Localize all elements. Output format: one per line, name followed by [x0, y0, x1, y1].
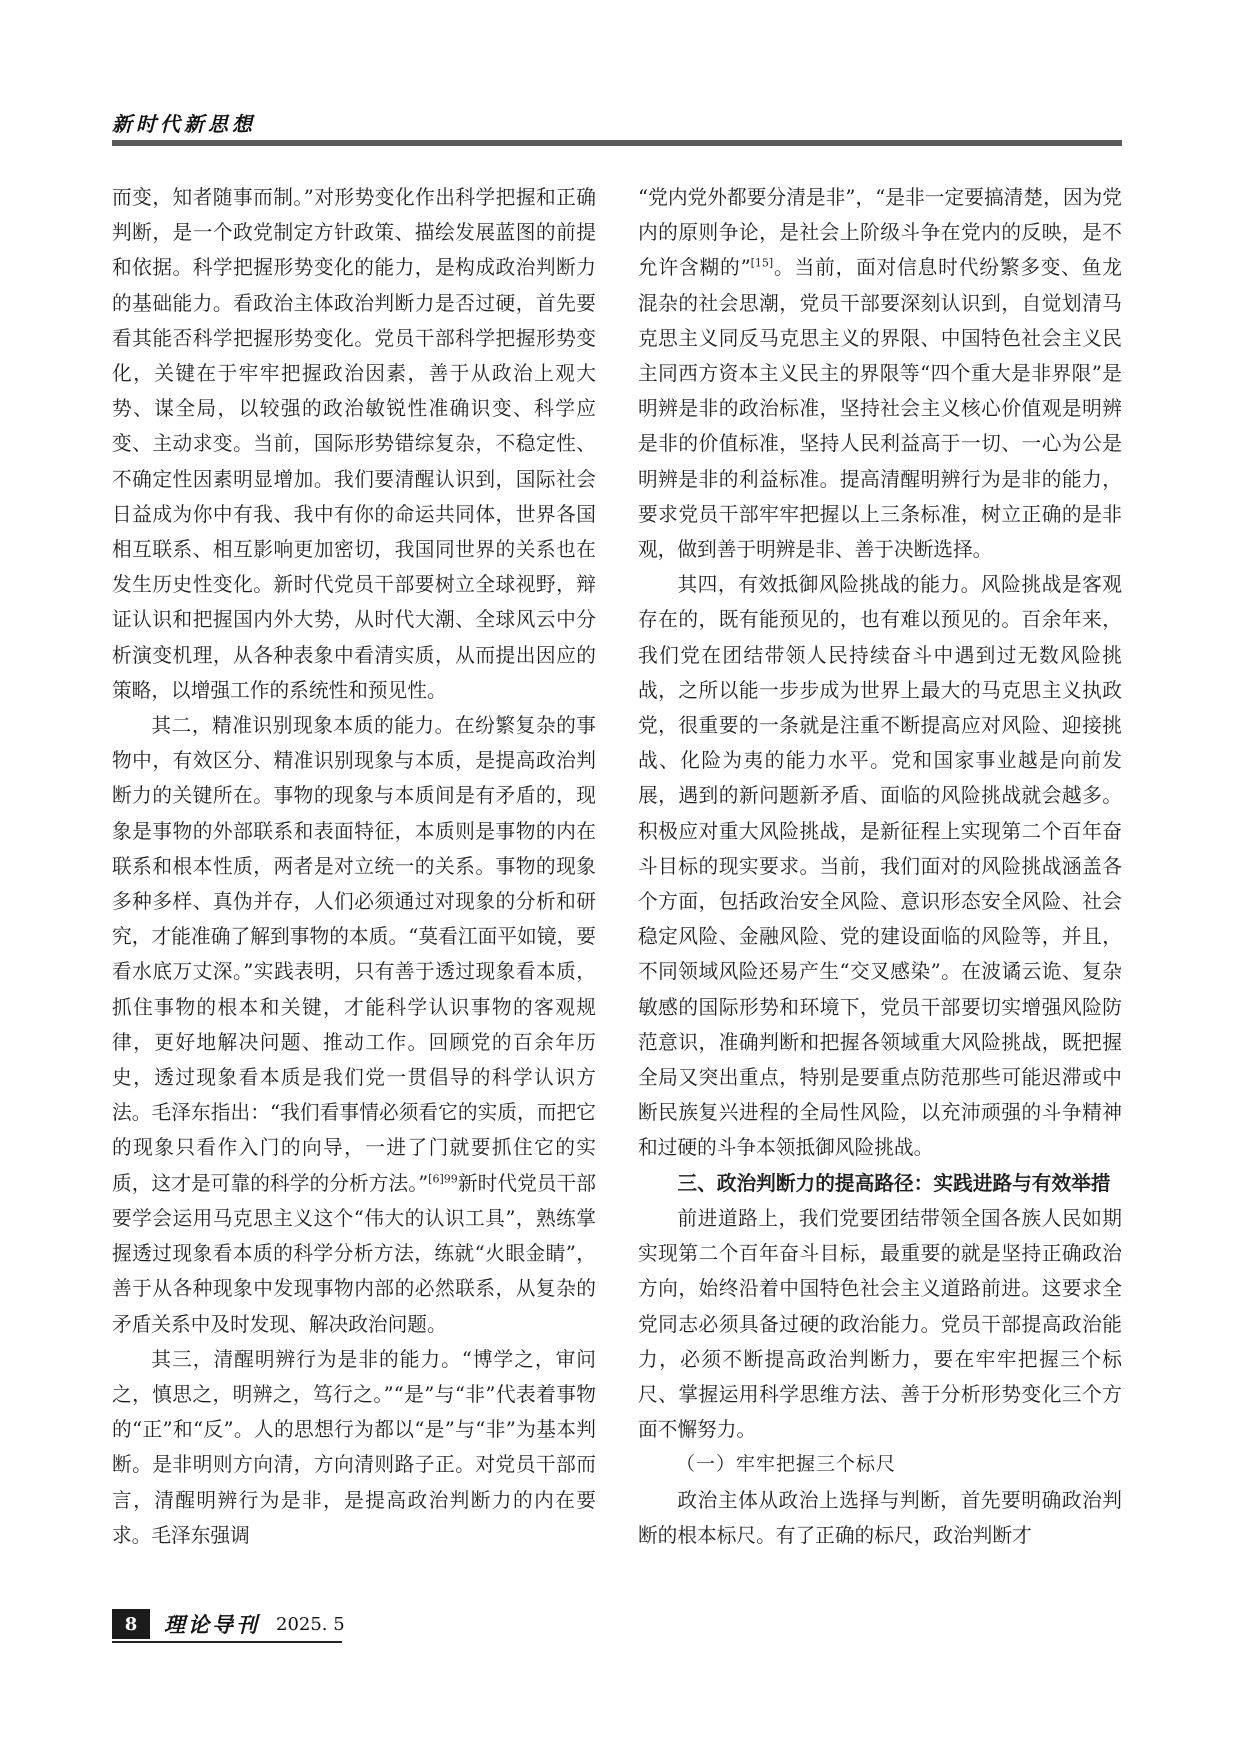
right-paragraph-1-text-b: 。当前，面对信息时代纷繁多变、鱼龙混杂的社会思潮，党员干部要深刻认识到，自觉划清马克思主义同反马克思主义的界限、中国特色社会主义民主同西方资本主义民主的界限等“四个重大是非界限”是明辨是非的政治标准，坚持社会主义核心价值观是明辨是非的价值标准，坚持人民利益高于一切、一心为公是明辨是非的利益标准。提高清醒明辨行为是非的能力，要求党员干部牢牢把握以上三条标准，树立正确的是非观，做到善于明辨是非、善于决断选择。 [638, 256, 1122, 562]
right-paragraph-1 [638, 180, 1122, 567]
page-number: 8 [112, 1609, 150, 1639]
issue-number: 2025. 5 [276, 1613, 345, 1635]
right-paragraph-3: 前进道路上，我们党要团结带领全国各族人民如期实现第二个百年奋斗目标，最重要的就是坚持正确政治方向，始终沿着中国特色社会主义道路前进。这要求全党同志必须具备过硬的政治能力。党员干部提高政治能力，必须不断提高政治判断力，要在牢牢把握三个标尺、掌握运用科学思维方法、善于分析形势变化三个方面不懈努力。 [638, 1206, 1122, 1442]
right-column [638, 180, 1122, 1553]
left-column [112, 180, 596, 1553]
footnote-ref-6: [6]99 [428, 1172, 458, 1186]
footnote-ref-15: [15] [750, 256, 774, 270]
footer [112, 1609, 345, 1639]
left-paragraph-2-text-b: 新时代党员干部要学会运用马克思主义这个“伟大的认识工具”，熟练掌握透过现象看本质的科学分析方法，练就“火眼金睛”，善于从各种现象中发现事物内部的必然联系，从复杂的矛盾关系中及时发现、解决政治问题。 [112, 1171, 596, 1336]
left-paragraph-2 [112, 708, 596, 1342]
sub-heading: （一）牢牢把握三个标尺 [676, 1453, 897, 1476]
left-paragraph-1: 而变，知者随事而制。”对形势变化作出科学把握和正确判断，是一个政党制定方针政策、描绘发展蓝图的前提和依据。科学把握形势变化的能力，是构成政治判断力的基础能力。看政治主体政治判断力是否过硬，首先要看其能否科学把握形势变化。党员干部科学把握形势变化，关键在于牢牢把握政治因素，善于从政治上观大势、谋全局，以较强的政治敏锐性准确识变、科学应变、主动求变。当前，国际形势错综复杂，不稳定性、不确定性因素明显增加。我们要清醒认识到，国际社会日益成为你中有我、我中有你的命运共同体，世界各国相互联系、相互影响更加密切，我国同世界的关系也在发生历史性变化。新时代党员干部要树立全球视野，辩证认识和把握国内外大势，从时代大潮、全球风云中分析演变机理，从各种表象中看清实质，从而提出因应的策略，以增强工作的系统性和预见性。 [112, 186, 596, 702]
right-paragraph-4: 政治主体从政治上选择与判断，首先要明确政治判断的根本标尺。有了正确的标尺，政治判断才 [638, 1488, 1122, 1547]
right-paragraph-2: 其四，有效抵御风险挑战的能力。风险挑战是客观存在的，既有能预见的，也有难以预见的。百余年来，我们党在团结带领人民持续奋斗中遇到过无数风险挑战，之所以能一步步成为世界上最大的马克思主义执政党，很重要的一条就是注重不断提高应对风险、迎接挑战、化险为夷的能力水平。党和国家事业越是向前发展，遇到的新问题新矛盾、面临的风险挑战就会越多。积极应对重大风险挑战，是新征程上实现第二个百年奋斗目标的现实要求。当前，我们面对的风险挑战涵盖各个方面，包括政治安全风险、意识形态安全风险、社会稳定风险、金融风险、党的建设面临的风险等，并且，不同领域风险还易产生“交叉感染”。在波谲云诡、复杂敏感的国际形势和环境下，党员干部要切实增强风险防范意识，准确判断和把握各领域重大风险挑战，既把握全局又突出重点，特别是要重点防范那些可能迟滞或中断民族复兴进程的全局性风险，以充沛顽强的斗争精神和过硬的斗争本领抵御风险挑战。 [638, 573, 1122, 1160]
section-heading: 三、政治判断力的提高路径：实践进路与有效举措 [677, 1171, 1111, 1195]
header-title: 新时代新思想 [112, 112, 256, 136]
footer-rule [112, 1641, 342, 1643]
journal-name: 理论导刊 [164, 1613, 260, 1637]
header-rule [112, 140, 1122, 146]
right-paragraph-1-text-a: “党内党外都要分清是非”，“是非一定要搞清楚，因为党内的原则争论，是社会上阶级斗争在党内的反映，是不允许含糊的” [638, 186, 1122, 280]
left-paragraph-2-text-a: 其二，精准识别现象本质的能力。在纷繁复杂的事物中，有效区分、精准识别现象与本质，是提高政治判断力的关键所在。事物的现象与本质间是有矛盾的，现象是事物的外部联系和表面特征，本质则是事物的内在联系和根本性质，两者是对立统一的关系。事物的现象多种多样、真伪并存，人们必须通过对现象的分析和研究，才能准确了解到事物的本质。“莫看江面平如镜，要看水底万丈深。”实践表明，只有善于透过现象看本质，抓住事物的根本和关键，才能科学认识事物的客观规律，更好地解决问题、推动工作。回顾党的百余年历史，透过现象看本质是我们党一贯倡导的科学认识方法。毛泽东指出：“我们看事情必须看它的实质，而把它的现象只看作入门的向导，一进了门就要抓住它的实质，这才是可靠的科学的分析方法。” [112, 714, 596, 1195]
left-paragraph-3: 其三，清醒明辨行为是非的能力。“博学之，审问之，慎思之，明辨之，笃行之。”“是”与“非”代表着事物的“正”和“反”。人的思想行为都以“是”与“非”为基本判断。是非明则方向清，方向清则路子正。对党员干部而言，清醒明辨行为是非，是提高政治判断力的内在要求。毛泽东强调 [112, 1347, 596, 1547]
